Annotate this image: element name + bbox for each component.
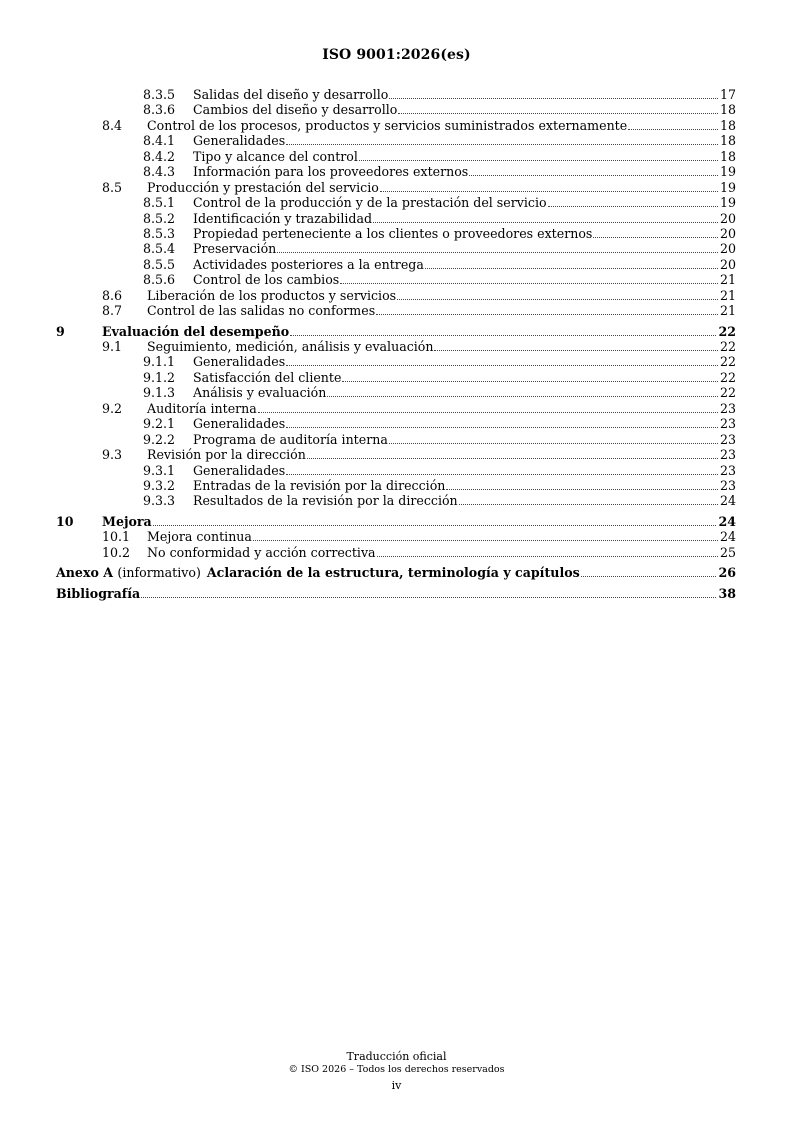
toc-number: 9.2 (102, 400, 123, 416)
toc-title: Identificación y trazabilidad (193, 210, 373, 226)
toc-leader-line (193, 385, 718, 400)
toc-leader-line (147, 303, 718, 318)
toc-title: Control de los procesos, productos y servicios suministrados externamente (147, 117, 628, 133)
toc-page-number: 19 (719, 195, 736, 211)
toc-number: 8.7 (102, 303, 123, 319)
toc-entry[interactable] (0, 102, 793, 117)
toc-leader-line (193, 370, 718, 385)
toc-entry[interactable] (0, 586, 793, 601)
toc-page-number: 23 (719, 477, 736, 493)
toc-title (56, 565, 581, 580)
dot-leader (389, 98, 718, 99)
toc-page-number: 24 (719, 529, 736, 545)
toc-entry[interactable] (0, 529, 793, 544)
toc-page-number: 26 (718, 565, 736, 581)
toc-title: Bibliografía (56, 585, 141, 601)
toc-entry[interactable] (0, 478, 793, 493)
toc-title: Mejora (102, 513, 152, 529)
toc-number: 8.4.2 (143, 148, 176, 164)
toc-leader-line (147, 288, 718, 303)
toc-title: Liberación de los productos y servicios (147, 287, 397, 303)
annex-type: (informativo) (117, 565, 201, 581)
document-header: ISO 9001:2026(es) (322, 47, 471, 63)
toc-number: 8.5.5 (143, 256, 176, 272)
toc-page-number: 22 (718, 323, 736, 339)
toc-page-number: 18 (719, 133, 736, 149)
toc-number: 10 (56, 513, 74, 529)
toc-title: No conformidad y acción correctiva (147, 544, 376, 560)
toc-title: Programa de auditoría interna (193, 431, 388, 447)
toc-leader-line (193, 211, 718, 226)
dot-leader (459, 504, 718, 505)
toc-leader-line (147, 401, 718, 416)
table-of-contents (0, 87, 793, 601)
toc-leader-line (193, 226, 718, 241)
toc-leader-line (193, 195, 718, 210)
toc-entry[interactable] (0, 370, 793, 385)
toc-page-number: 38 (718, 585, 736, 601)
toc-entry[interactable] (0, 432, 793, 447)
toc-leader-line (147, 447, 718, 462)
toc-page-number: 19 (719, 164, 736, 180)
toc-number: 8.5.3 (143, 225, 176, 241)
toc-number: 8.5.2 (143, 210, 176, 226)
toc-entry[interactable] (0, 545, 793, 560)
toc-entry[interactable] (0, 447, 793, 462)
toc-entry[interactable] (0, 463, 793, 478)
toc-entry[interactable] (0, 354, 793, 369)
toc-leader-line (102, 514, 716, 529)
toc-title: Generalidades (193, 133, 286, 149)
toc-page-number: 20 (719, 210, 736, 226)
toc-title: Salidas del diseño y desarrollo (193, 87, 389, 102)
toc-number: 9.1.3 (143, 385, 176, 401)
dot-leader (376, 314, 718, 315)
dot-leader (593, 237, 718, 238)
toc-number: 10.2 (102, 544, 131, 560)
toc-entry[interactable] (0, 180, 793, 195)
toc-leader-line (193, 272, 718, 287)
dot-leader (581, 576, 716, 577)
toc-page-number: 18 (719, 148, 736, 164)
dot-leader (286, 144, 718, 145)
dot-leader (446, 489, 718, 490)
toc-leader-line (193, 133, 718, 148)
toc-title: Evaluación del desempeño (102, 323, 290, 339)
dot-leader (548, 206, 718, 207)
toc-title: Resultados de la revisión por la dirección (193, 493, 458, 509)
toc-entry[interactable] (0, 401, 793, 416)
toc-title: Información para los proveedores externos (193, 164, 469, 180)
toc-page-number: 22 (719, 385, 736, 401)
toc-number: 8.6 (102, 287, 123, 303)
toc-page-number: 19 (719, 179, 736, 195)
toc-leader-line (193, 87, 718, 102)
dot-leader (373, 222, 718, 223)
dot-leader (469, 175, 718, 176)
toc-title: Propiedad perteneciente a los clientes o proveedores externos (193, 225, 593, 241)
toc-entry[interactable] (0, 493, 793, 508)
toc-leader-line (193, 241, 718, 256)
toc-entry[interactable] (0, 226, 793, 241)
toc-entry[interactable] (0, 87, 793, 102)
toc-title: Preservación (193, 241, 277, 257)
dot-leader (397, 299, 718, 300)
toc-number: 8.5.1 (143, 195, 176, 211)
toc-leader-line (193, 102, 718, 117)
toc-title: Mejora continua (147, 529, 252, 545)
toc-title: Tipo y alcance del control (193, 148, 358, 164)
toc-title: Control de la producción y de la prestación del servicio (193, 195, 547, 211)
toc-leader-line (56, 586, 716, 601)
toc-title: Cambios del diseño y desarrollo (193, 102, 398, 118)
toc-page-number: 20 (719, 225, 736, 241)
toc-entry[interactable] (0, 288, 793, 303)
toc-leader-line (193, 478, 718, 493)
dot-leader (359, 160, 718, 161)
dot-leader (389, 443, 718, 444)
toc-leader-line (193, 493, 718, 508)
dot-leader (286, 427, 718, 428)
toc-leader-line (56, 565, 716, 580)
toc-title: Actividades posteriores a la entrega (193, 256, 424, 272)
toc-page-number: 18 (719, 102, 736, 118)
toc-number: 8.5 (102, 179, 123, 195)
toc-entry[interactable] (0, 324, 793, 339)
toc-leader-line (193, 257, 718, 272)
toc-page-number: 23 (719, 416, 736, 432)
toc-title: Entradas de la revisión por la dirección (193, 477, 446, 493)
toc-title: Generalidades (193, 416, 286, 432)
toc-page-number: 22 (719, 354, 736, 370)
dot-leader (307, 458, 718, 459)
toc-number: 8.3.5 (143, 87, 176, 102)
page-footer (0, 1050, 793, 1092)
toc-page-number: 18 (719, 117, 736, 133)
toc-number: 9.1.1 (143, 354, 176, 370)
dot-leader (425, 268, 718, 269)
toc-page-number: 23 (719, 462, 736, 478)
toc-title: Revisión por la dirección (147, 447, 306, 463)
toc-title: Análisis y evaluación (193, 385, 327, 401)
toc-number: 8.4.1 (143, 133, 176, 149)
toc-leader-line (193, 149, 718, 164)
dot-leader (277, 252, 718, 253)
toc-page-number: 17 (719, 87, 736, 102)
annex-label: Anexo A (56, 565, 114, 581)
toc-number: 9.1 (102, 339, 123, 354)
dot-leader (327, 396, 718, 397)
toc-entry[interactable] (0, 303, 793, 318)
dot-leader (141, 597, 716, 598)
toc-leader-line (147, 339, 718, 354)
toc-leader-line (147, 545, 718, 560)
toc-leader-line (193, 164, 718, 179)
toc-number: 8.3.6 (143, 102, 176, 118)
footer-translation-note: Traducción oficial (346, 1050, 447, 1063)
toc-page-number: 20 (719, 241, 736, 257)
toc-leader-line (193, 463, 718, 478)
dot-leader (628, 129, 718, 130)
toc-entry[interactable] (0, 514, 793, 529)
toc-title: Control de los cambios (193, 272, 340, 288)
toc-leader-line (147, 180, 718, 195)
dot-leader (290, 335, 716, 336)
toc-page-number: 20 (719, 256, 736, 272)
toc-page-number: 25 (719, 544, 736, 560)
toc-leader-line (147, 118, 718, 133)
toc-entry[interactable] (0, 149, 793, 164)
dot-leader (258, 412, 718, 413)
toc-page-number: 21 (719, 287, 736, 303)
toc-title: Generalidades (193, 462, 286, 478)
footer-copyright: © ISO 2026 – Todos los derechos reservados (288, 1064, 505, 1075)
toc-page-number: 22 (719, 369, 736, 385)
annex-title: Aclaración de la estructura, terminología y capítulos (206, 565, 580, 581)
toc-page-number: 23 (719, 447, 736, 463)
toc-number: 9.1.2 (143, 369, 176, 385)
dot-leader (340, 283, 718, 284)
toc-page-number: 22 (719, 339, 736, 354)
toc-entry[interactable] (0, 211, 793, 226)
toc-title: Auditoría interna (147, 400, 257, 416)
toc-entry[interactable] (0, 385, 793, 400)
dot-leader (342, 381, 718, 382)
dot-leader (253, 540, 718, 541)
toc-title: Generalidades (193, 354, 286, 370)
page-number: iv (391, 1079, 402, 1092)
toc-page-number: 21 (719, 303, 736, 319)
toc-entry[interactable] (0, 195, 793, 210)
dot-leader (286, 474, 718, 475)
toc-title: Satisfacción del cliente (193, 369, 342, 385)
toc-page-number: 23 (719, 400, 736, 416)
toc-entry[interactable] (0, 118, 793, 133)
toc-number: 9.3.1 (143, 462, 176, 478)
toc-leader-line (193, 432, 718, 447)
toc-number: 8.4.3 (143, 164, 176, 180)
toc-title: Control de las salidas no conformes (147, 303, 376, 319)
dot-leader (286, 365, 718, 366)
toc-title: Seguimiento, medición, análisis y evaluación (147, 339, 434, 354)
toc-leader-line (193, 354, 718, 369)
toc-number: 9.2.2 (143, 431, 176, 447)
toc-page-number: 21 (719, 272, 736, 288)
toc-entry[interactable] (0, 164, 793, 179)
toc-title: Producción y prestación del servicio (147, 179, 379, 195)
toc-number: 8.4 (102, 117, 123, 133)
toc-page-number: 24 (718, 513, 736, 529)
dot-leader (380, 191, 718, 192)
toc-entry[interactable] (0, 133, 793, 148)
toc-entry[interactable] (0, 257, 793, 272)
toc-number: 8.5.6 (143, 272, 176, 288)
toc-number: 9.3.3 (143, 493, 176, 509)
toc-number: 10.1 (102, 529, 131, 545)
toc-leader-line (147, 529, 718, 544)
toc-number: 9.3 (102, 447, 123, 463)
dot-leader (377, 556, 718, 557)
toc-page-number: 24 (719, 493, 736, 509)
toc-number: 9.2.1 (143, 416, 176, 432)
toc-entry[interactable] (0, 272, 793, 287)
toc-entry[interactable] (0, 339, 793, 354)
toc-number: 9.3.2 (143, 477, 176, 493)
toc-leader-line (193, 416, 718, 431)
dot-leader (153, 525, 716, 526)
toc-page-number: 23 (719, 431, 736, 447)
toc-number: 8.5.4 (143, 241, 176, 257)
toc-entry[interactable] (0, 416, 793, 431)
dot-leader (398, 113, 718, 114)
toc-leader-line (102, 324, 716, 339)
toc-number: 9 (56, 323, 65, 339)
dot-leader (434, 350, 718, 351)
toc-entry[interactable] (0, 241, 793, 256)
toc-entry[interactable] (0, 565, 793, 580)
